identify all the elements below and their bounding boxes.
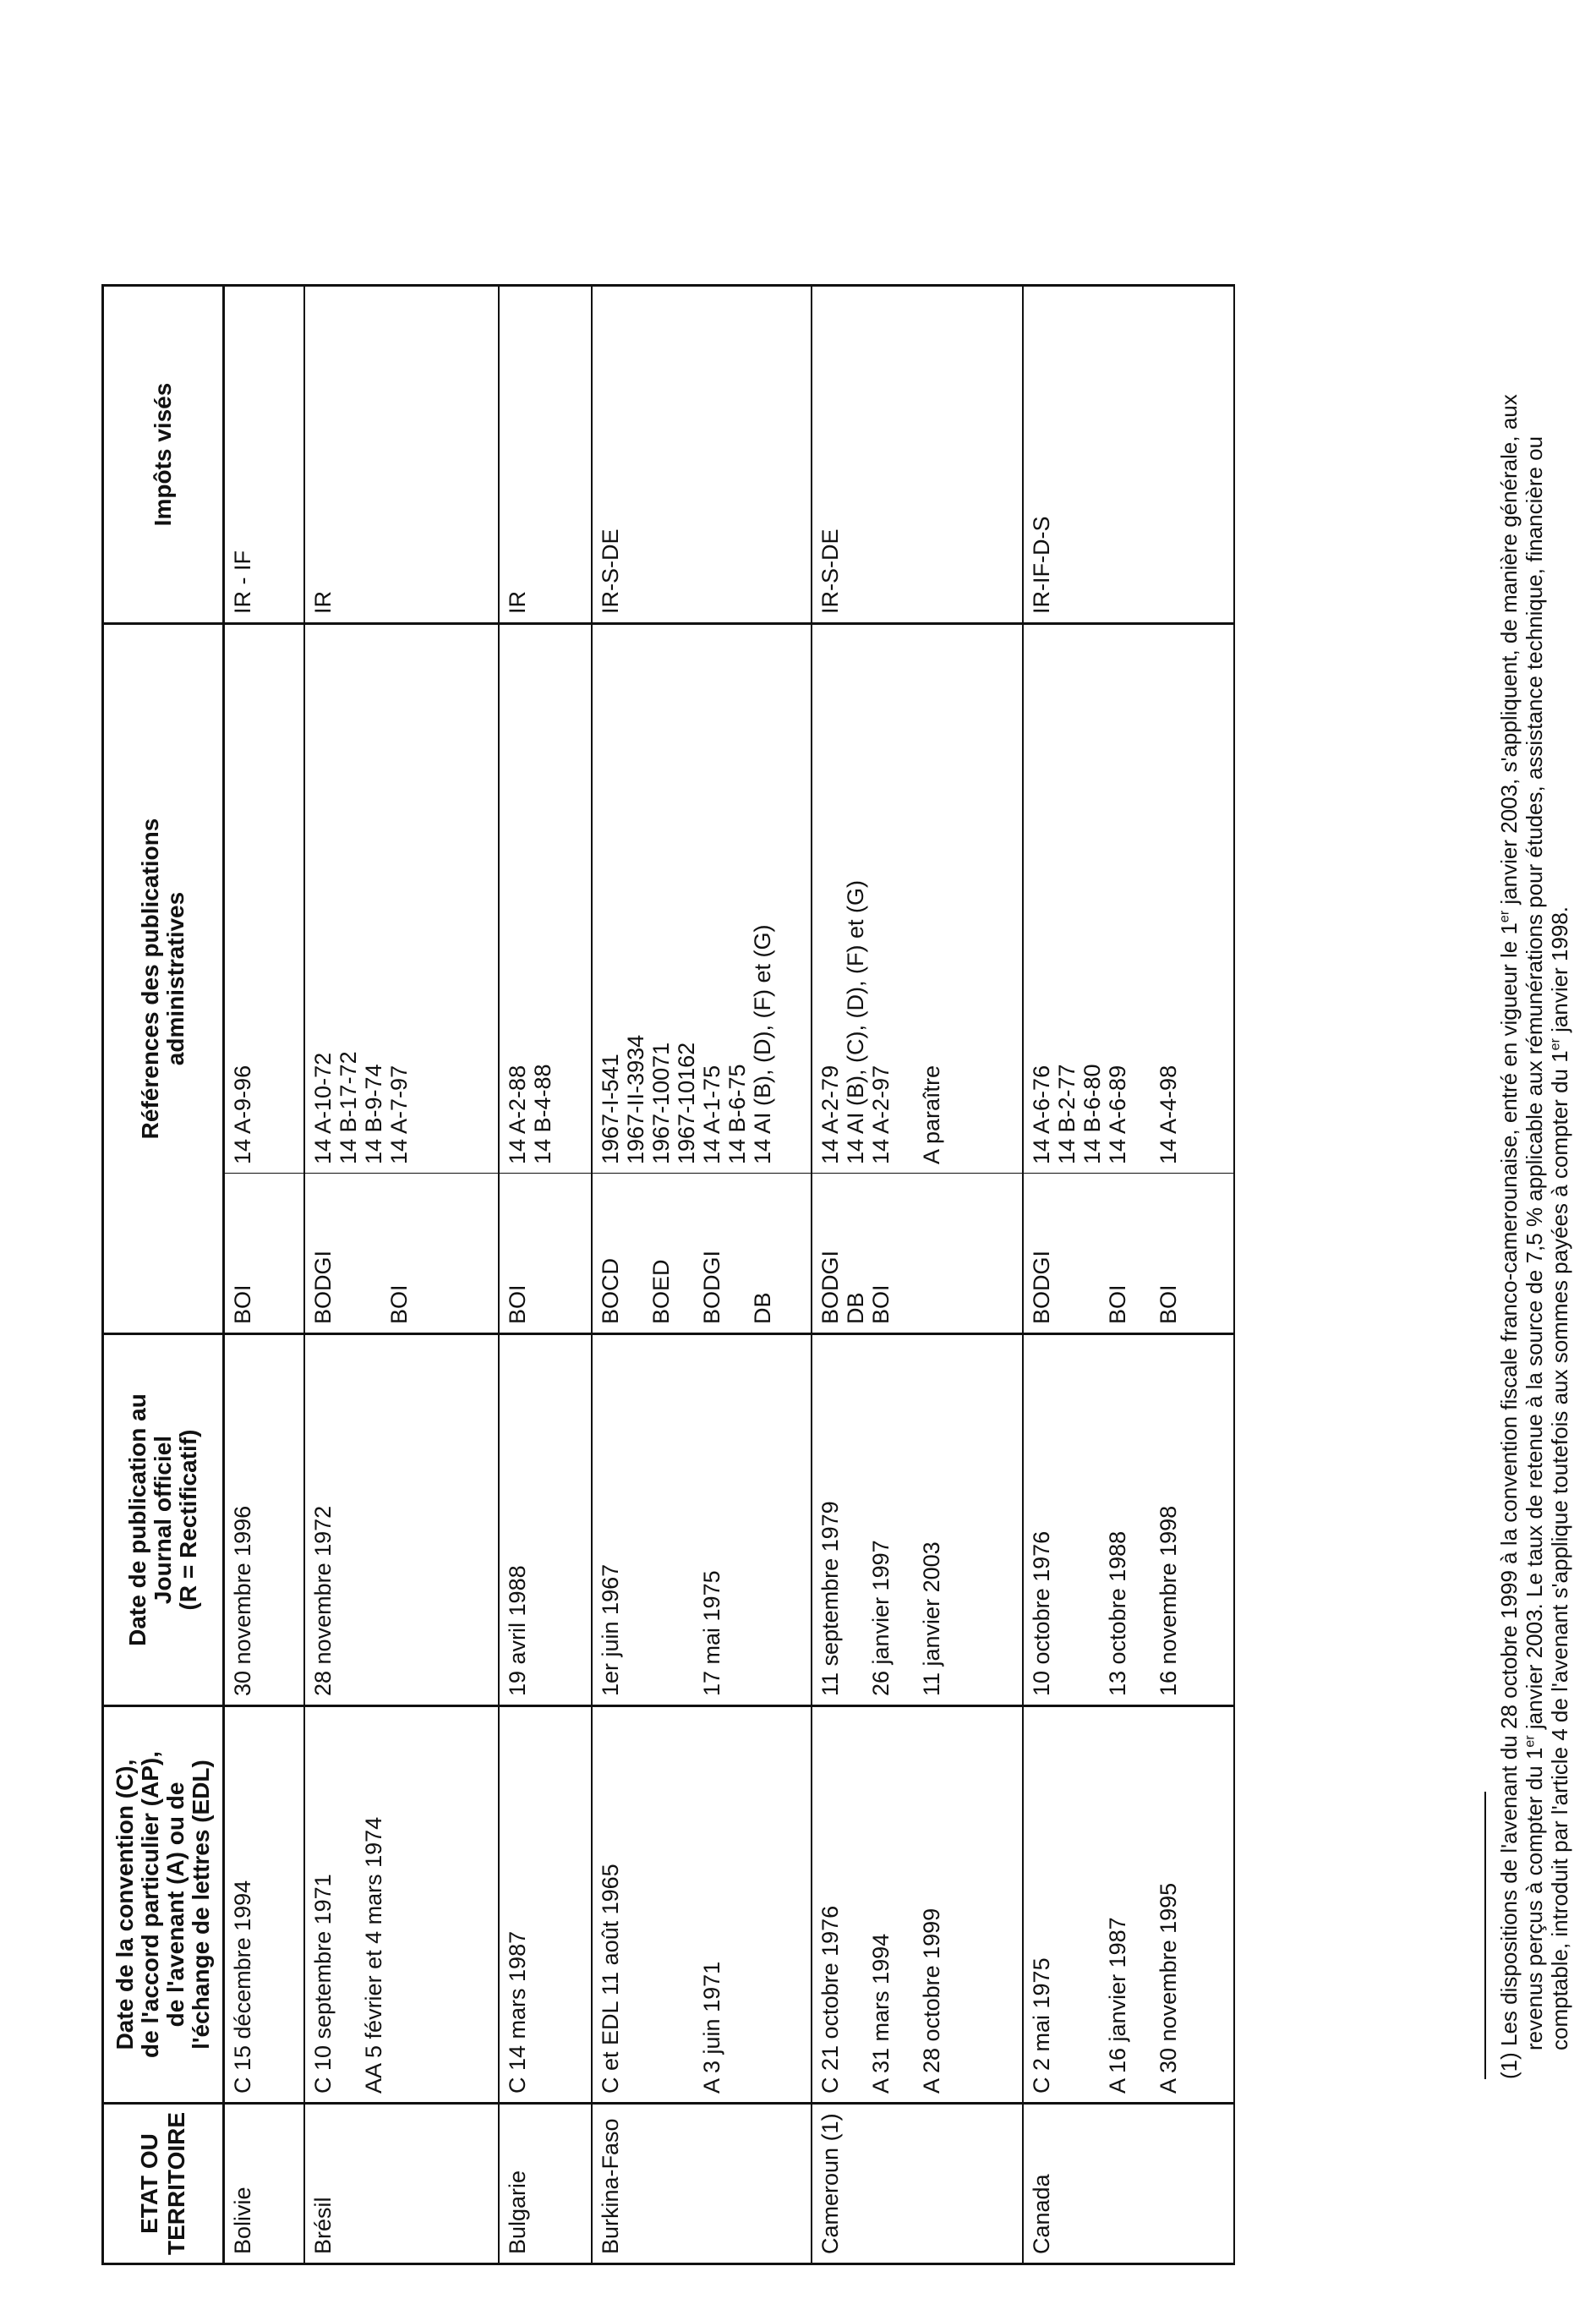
journal-line: 30 novembre 1996	[230, 1505, 255, 1696]
taxes-cell	[1023, 286, 1234, 624]
taxes-text: IR - IF	[230, 550, 255, 614]
taxes-cell	[304, 286, 499, 624]
publication-ref-line: A paraître	[918, 1065, 944, 1164]
state-cell	[304, 2104, 499, 2264]
footnote-rule	[1484, 1792, 1486, 2079]
convention-line	[336, 1716, 361, 2094]
journal-line	[894, 1344, 919, 1696]
journal-cell	[592, 1334, 812, 1706]
publication-ref-line: 14 AI (B), (C), (D), (F) et (G)	[842, 880, 868, 1164]
publication-org-line	[674, 1182, 699, 1324]
convention-line: C 21 octobre 1976	[817, 1905, 843, 2094]
publication-ref-cell	[1023, 624, 1234, 1174]
state-cell	[224, 2104, 304, 2264]
publication-org-line: BODGI	[1028, 1250, 1054, 1324]
footnote-line-1: (1) Les dispositions de l'avenant du 28 octobre 1999 à la convention fiscale franco-camerounaise, entré en vigueur le 1er janvier 2003, s'appliquent, de manière générale, aux	[1496, 394, 1522, 2079]
publication-ref-line: 14 A-1-75	[698, 1065, 724, 1164]
convention-cell	[224, 1706, 304, 2104]
header-row	[103, 286, 224, 2264]
publication-org-line	[336, 1182, 361, 1324]
publication-org-line: BOCD	[597, 1257, 623, 1324]
taxes-text: IR-S-DE	[817, 528, 843, 614]
publication-org-line	[1079, 1182, 1105, 1324]
publication-ref-cell	[499, 624, 592, 1174]
publication-org-line: BOI	[867, 1284, 894, 1324]
publication-org-line: BOI	[504, 1284, 530, 1324]
publication-org-line: BOI	[230, 1284, 255, 1324]
publication-ref-line: 14 B-6-80	[1079, 1064, 1105, 1164]
publication-ref-cell	[592, 624, 812, 1174]
publication-ref-line: 14 B-2-77	[1053, 1064, 1079, 1164]
publication-ref-line: 14 A-7-97	[385, 1065, 412, 1164]
publication-ref-line: 14 A-2-79	[817, 1065, 843, 1164]
journal-line: 16 novembre 1998	[1155, 1505, 1181, 1696]
journal-cell	[499, 1334, 592, 1706]
footnote-line-3: comptable, introduit par l'article 4 de l'avenant s'applique toutefois aux sommes payées à compter du 1er janvier 1998.	[1547, 906, 1572, 2050]
publication-org-line: DB	[842, 1292, 868, 1324]
publication-ref-line: 14 A-4-98	[1155, 1065, 1181, 1164]
publication-ref-line: 14 B-6-75	[724, 1064, 750, 1164]
publication-ref-line: 14 B-9-74	[360, 1064, 386, 1164]
journal-line: 13 octobre 1988	[1104, 1530, 1130, 1696]
publication-ref-line: 1967-I-541	[597, 1054, 623, 1164]
publication-org-cell	[592, 1174, 812, 1334]
publication-ref-line: 14 A-2-88	[504, 1065, 530, 1164]
state-text: Canada	[1028, 2174, 1054, 2254]
state-cell	[1023, 2104, 1234, 2264]
journal-line: 11 janvier 2003	[918, 1541, 944, 1696]
table-row	[812, 286, 1023, 2264]
taxes-cell	[499, 286, 592, 624]
convention-line: A 30 novembre 1995	[1155, 1882, 1181, 2094]
table-row	[224, 286, 304, 2264]
journal-line	[623, 1344, 648, 1696]
publication-ref-cell	[812, 624, 1023, 1174]
convention-line	[623, 1716, 648, 2094]
header-taxes: Impôts visés	[103, 286, 224, 624]
publication-ref-line: 14 A-6-89	[1104, 1065, 1130, 1164]
table-row	[499, 286, 592, 2264]
journal-line	[1130, 1344, 1156, 1696]
convention-line: A 3 juin 1971	[698, 1961, 724, 2094]
journal-line: 26 janvier 1997	[867, 1540, 894, 1696]
journal-line	[648, 1344, 674, 1696]
journal-line	[674, 1344, 699, 1696]
convention-line: C 15 décembre 1994	[230, 1880, 255, 2094]
journal-line	[1054, 1344, 1079, 1696]
header-journal: Date de publication au Journal officiel (R = Rectificatif)	[103, 1334, 224, 1706]
publication-ref-line: 1967-10071	[648, 1042, 674, 1164]
table-row	[304, 286, 499, 2264]
journal-cell	[1023, 1334, 1234, 1706]
publication-org-line	[361, 1182, 386, 1324]
taxes-cell	[592, 286, 812, 624]
taxes-text: IR	[309, 591, 336, 614]
state-text: Burkina-Faso	[597, 2118, 623, 2254]
convention-line: C 2 mai 1975	[1028, 1957, 1054, 2094]
journal-line: 11 septembre 1979	[817, 1501, 843, 1696]
taxes-text: IR-S-DE	[597, 528, 623, 614]
journal-line: 10 octobre 1976	[1028, 1530, 1054, 1696]
publication-org-line: BODGI	[817, 1250, 843, 1324]
state-text: Bulgarie	[504, 2170, 530, 2254]
publication-org-line: BOI	[1155, 1284, 1181, 1324]
publication-org-cell	[224, 1174, 304, 1334]
publication-ref-line: 1967-10162	[673, 1042, 699, 1164]
journal-cell	[304, 1334, 499, 1706]
convention-line	[894, 1716, 919, 2094]
convention-line	[843, 1716, 868, 2094]
journal-line: 1er juin 1967	[597, 1563, 623, 1696]
publication-org-line: DB	[749, 1292, 775, 1324]
convention-line	[674, 1716, 699, 2094]
footnote-line-2: revenus perçus à compter du 1er janvier 2003. Le taux de retenue à la source de 7,5 % applicable aux rémunérations pour études, assistance technique, financière ou	[1522, 435, 1547, 2050]
convention-line	[1130, 1716, 1156, 2094]
table-row	[1023, 286, 1234, 2264]
convention-cell	[499, 1706, 592, 2104]
table-body	[224, 286, 1234, 2264]
tax-treaty-table	[101, 284, 1235, 2265]
state-cell	[499, 2104, 592, 2264]
convention-line: C 14 mars 1987	[504, 1930, 530, 2094]
publication-ref-line	[894, 633, 919, 1164]
publication-ref-line: 14 A-6-76	[1028, 1065, 1054, 1164]
taxes-cell	[812, 286, 1023, 624]
publication-org-line: BOI	[385, 1284, 412, 1324]
convention-cell	[304, 1706, 499, 2104]
state-cell	[812, 2104, 1023, 2264]
journal-line	[843, 1344, 868, 1696]
convention-line	[1054, 1716, 1079, 2094]
table-row	[592, 286, 812, 2264]
publication-org-line	[724, 1182, 750, 1324]
taxes-cell	[224, 286, 304, 624]
convention-line	[648, 1716, 674, 2094]
convention-line: A 16 janvier 1987	[1104, 1917, 1130, 2094]
header-state: ETAT OU TERRITOIRE	[103, 2104, 224, 2264]
publication-ref-cell	[224, 624, 304, 1174]
convention-line: A 28 octobre 1999	[918, 1908, 944, 2094]
convention-cell	[1023, 1706, 1234, 2104]
publication-ref-line: 14 AI (B), (D), (F) et (G)	[749, 924, 775, 1164]
publication-org-line: BODGI	[309, 1250, 336, 1324]
publication-ref-cell	[304, 624, 499, 1174]
publication-ref-line: 1967-II-3934	[622, 1034, 648, 1164]
convention-cell	[812, 1706, 1023, 2104]
publication-org-line: BOED	[648, 1259, 674, 1324]
footnote	[1496, 67, 1572, 2079]
taxes-text: IR-IF-D-S	[1028, 516, 1054, 614]
publication-org-cell	[304, 1174, 499, 1334]
state-cell	[592, 2104, 812, 2264]
header-references: Références des publications administratives	[103, 624, 224, 1334]
journal-line	[1079, 1344, 1105, 1696]
convention-line: A 31 mars 1994	[867, 1933, 894, 2094]
state-text: Brésil	[309, 2197, 336, 2254]
publication-org-cell	[812, 1174, 1023, 1334]
publication-ref-line: 14 A-2-97	[867, 1065, 894, 1164]
publication-ref-line: 14 A-10-72	[309, 1052, 336, 1164]
publication-ref-line: 14 B-4-88	[529, 1064, 555, 1164]
publication-ref-line	[1130, 633, 1156, 1164]
convention-cell	[592, 1706, 812, 2104]
journal-line: 28 novembre 1972	[309, 1505, 336, 1696]
taxes-text: IR	[504, 591, 530, 614]
publication-org-line	[1130, 1182, 1156, 1324]
journal-line: 19 avril 1988	[504, 1565, 530, 1696]
publication-org-cell	[1023, 1174, 1234, 1334]
state-text: Cameroun (1)	[817, 2113, 843, 2254]
publication-org-line: BODGI	[698, 1250, 724, 1324]
publication-ref-line: 14 A-9-96	[230, 1065, 255, 1164]
state-text: Bolivie	[230, 2187, 255, 2254]
convention-line: C et EDL 11 août 1965	[597, 1864, 623, 2094]
journal-cell	[812, 1334, 1023, 1706]
journal-cell	[224, 1334, 304, 1706]
publication-org-line	[1054, 1182, 1079, 1324]
publication-org-cell	[499, 1174, 592, 1334]
publication-org-line: BOI	[1104, 1284, 1130, 1324]
convention-line: AA 5 février et 4 mars 1974	[360, 1816, 386, 2094]
publication-ref-line: 14 B-17-72	[335, 1051, 361, 1164]
header-convention: Date de la convention (C), de l'accord particulier (AP), de l'avenant (A) ou de l'échange de lettres (EDL)	[103, 1706, 224, 2104]
publication-org-line	[623, 1182, 648, 1324]
journal-line: 17 mai 1975	[698, 1570, 724, 1696]
convention-line	[1079, 1716, 1105, 2094]
convention-line: C 10 septembre 1971	[309, 1874, 336, 2094]
